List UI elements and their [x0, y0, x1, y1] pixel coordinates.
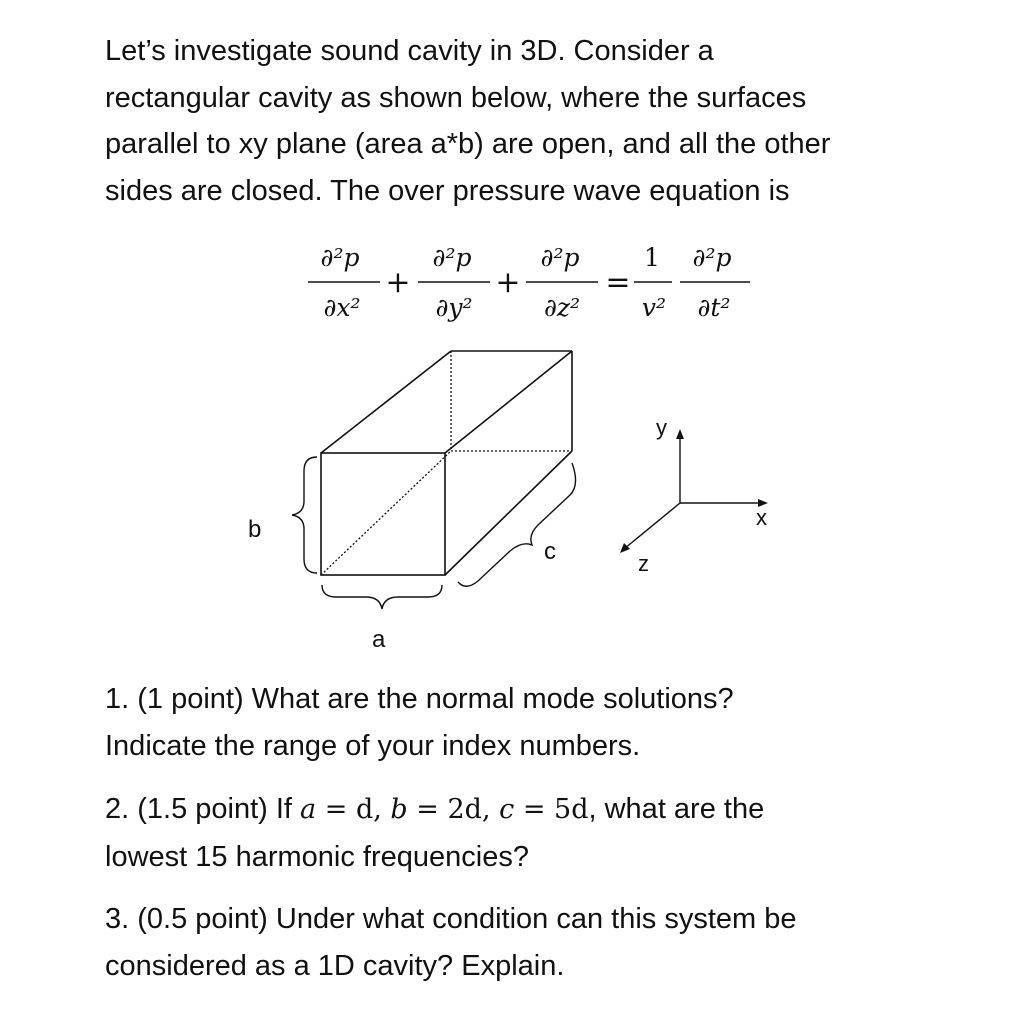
- brace-c: [458, 463, 576, 586]
- intro-line-2: rectangular cavity as shown below, where the surfaces: [105, 81, 807, 114]
- term3-denominator: ∂z²: [543, 293, 581, 322]
- term1-denominator: ∂x²: [323, 293, 361, 322]
- axis-x-label: x: [756, 505, 767, 530]
- label-a: a: [372, 626, 386, 653]
- question-3: [105, 896, 985, 989]
- label-c: c: [544, 538, 556, 565]
- intro-paragraph: [105, 28, 985, 214]
- rhs-denominator: ∂t²: [697, 293, 731, 322]
- question-3-line-1: 3. (0.5 point) Under what condition can this system be: [105, 903, 797, 935]
- question-2-prefix: 2. (1.5 point) If: [105, 793, 301, 825]
- plus-sign-1: +: [385, 265, 411, 300]
- term2-denominator: ∂y²: [435, 293, 473, 322]
- cavity-diagram: [240, 345, 800, 665]
- question-2-condition: [300, 794, 588, 825]
- var-a: a: [300, 794, 317, 825]
- brace-a: [322, 585, 442, 609]
- val-b: = 2d,: [407, 794, 500, 825]
- question-2: [105, 786, 985, 880]
- rhs-numerator: ∂²p: [692, 243, 732, 272]
- var-c: c: [499, 794, 515, 825]
- plus-sign-2: +: [495, 265, 521, 300]
- label-b: b: [248, 516, 262, 543]
- term3-numerator: ∂²p: [540, 243, 580, 272]
- box-hidden-depth-edge: [321, 451, 451, 575]
- question-3-line-2: considered as a 1D cavity? Explain.: [105, 949, 565, 982]
- axis-y-label: y: [656, 415, 667, 440]
- box-top-right-edge: [445, 351, 572, 453]
- box-top-left-edge: [321, 351, 451, 453]
- term1-numerator: ∂²p: [320, 243, 360, 272]
- question-1: [105, 676, 985, 769]
- question-2-line-1: [105, 786, 985, 834]
- question-1-line-2: Indicate the range of your index numbers.: [105, 729, 641, 762]
- wave-equation: [300, 234, 760, 330]
- var-b: b: [390, 794, 408, 825]
- intro-line-4: sides are closed. The over pressure wave equation is: [105, 174, 790, 207]
- question-2-suffix: , what are the: [588, 793, 765, 825]
- question-2-line-2: lowest 15 harmonic frequencies?: [105, 840, 529, 873]
- brace-b: [292, 457, 317, 573]
- equals-sign: =: [605, 265, 631, 300]
- val-c: = 5d: [514, 794, 589, 825]
- intro-line-1: Let’s investigate sound cavity in 3D. Consider a: [105, 35, 714, 67]
- axis-y-arrowhead: [676, 429, 684, 439]
- term2-numerator: ∂²p: [432, 243, 472, 272]
- rhs-coef-denominator: v²: [641, 293, 667, 322]
- rhs-coef-numerator: 1: [644, 243, 660, 272]
- axis-z-line: [624, 503, 680, 549]
- intro-line-3: parallel to xy plane (area a*b) are open, and all the other: [105, 128, 831, 160]
- box-front-face: [321, 453, 445, 575]
- question-1-line-1: 1. (1 point) What are the normal mode solutions?: [105, 683, 734, 715]
- val-a: = d,: [316, 794, 391, 825]
- axis-z-label: z: [638, 551, 649, 576]
